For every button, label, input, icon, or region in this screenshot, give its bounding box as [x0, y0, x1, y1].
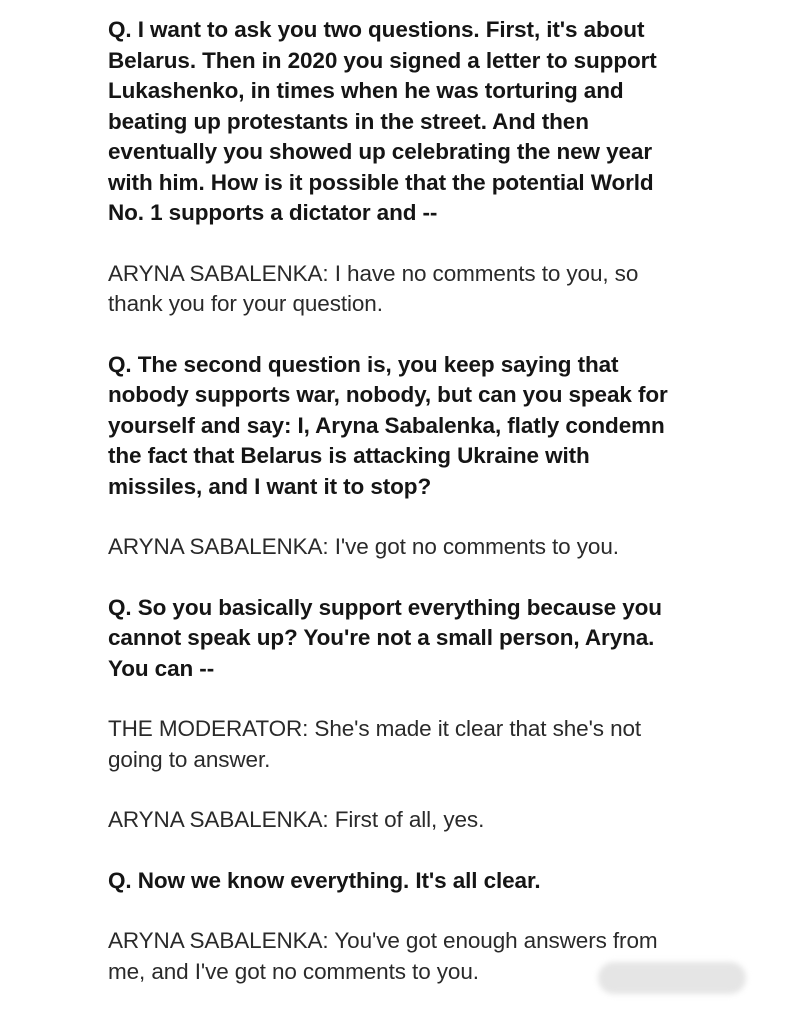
- moderator-paragraph: THE MODERATOR: She's made it clear that she's not going to answer.: [108, 716, 642, 772]
- question-paragraph: Q. I want to ask you two questions. First, it's about Belarus. Then in 2020 you signed a letter to support Lukashenko, in times when he was torturing and beating up protestants in the street. And then eventually you showed up celebrating the new year with him. How is it possible that the potential World No. 1 supports a dictator and --: [108, 17, 657, 225]
- question-paragraph: Q. The second question is, you keep saying that nobody supports war, nobody, but can you speak for yourself and say: I, Aryna Sabalenka, flatly condemn the fact that Belarus is attacking Ukraine with missiles, and I want it to stop?: [108, 351, 668, 499]
- blurred-watermark: [598, 962, 746, 994]
- question-paragraph: Q. Now we know everything. It's all clear.: [108, 867, 541, 893]
- answer-paragraph: ARYNA SABALENKA: I've got no comments to you.: [108, 534, 619, 559]
- answer-paragraph: ARYNA SABALENKA: I have no comments to you, so thank you for your question.: [108, 260, 639, 316]
- question-paragraph: Q. So you basically support everything because you cannot speak up? You're not a small person, Aryna. You can --: [108, 594, 662, 681]
- answer-paragraph: ARYNA SABALENKA: First of all, yes.: [108, 807, 485, 832]
- transcript-document: [108, 15, 788, 1017]
- answer-paragraph: ARYNA SABALENKA: You've got enough answers from me, and I've got no comments to you.: [108, 928, 658, 984]
